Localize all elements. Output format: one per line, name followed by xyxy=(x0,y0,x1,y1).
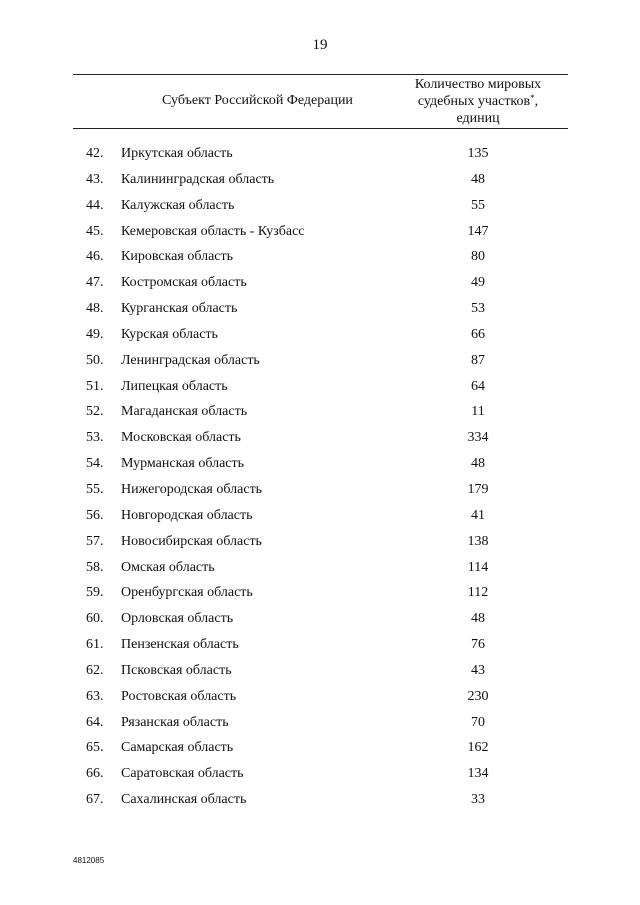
table-row xyxy=(0,661,640,687)
column-header-count-line2: судебных участков*, xyxy=(417,93,539,109)
court-count: 334 xyxy=(467,430,489,446)
row-number: 62. xyxy=(86,662,104,678)
region-name: Калининградская область xyxy=(121,171,275,187)
region-name: Магаданская область xyxy=(121,404,248,420)
court-count: 64 xyxy=(471,378,485,394)
table-row xyxy=(0,144,640,170)
region-name: Кемеровская область - Кузбасс xyxy=(121,223,305,239)
row-number: 54. xyxy=(86,456,104,472)
row-number: 51. xyxy=(86,378,104,394)
court-count: 66 xyxy=(471,326,485,342)
row-number: 43. xyxy=(86,171,104,187)
region-name: Иркутская область xyxy=(121,146,233,161)
row-number: 67. xyxy=(86,792,104,808)
column-header-subject: Субъект Российской Федерации xyxy=(162,93,353,108)
table-body xyxy=(0,144,640,816)
table-row xyxy=(0,377,640,403)
table-row xyxy=(0,480,640,506)
court-count: 179 xyxy=(467,481,489,497)
region-name: Новосибирская область xyxy=(121,533,262,549)
row-number: 44. xyxy=(86,197,104,213)
column-header-count-line2-text: судебных участков xyxy=(417,94,531,109)
table-row xyxy=(0,247,640,273)
table-header-rule xyxy=(73,128,568,129)
court-count: 55 xyxy=(471,197,485,213)
region-name: Сахалинская область xyxy=(121,792,247,808)
region-name: Самарская область xyxy=(121,740,234,756)
row-number: 61. xyxy=(86,637,104,653)
row-number: 46. xyxy=(86,249,104,265)
region-name: Пензенская область xyxy=(121,637,239,653)
court-count: 48 xyxy=(471,456,485,472)
court-count: 11 xyxy=(471,404,485,420)
row-number: 65. xyxy=(86,740,104,756)
row-number: 47. xyxy=(86,275,104,291)
row-number: 57. xyxy=(86,533,104,549)
table-row xyxy=(0,299,640,325)
table-row xyxy=(0,764,640,790)
court-count: 138 xyxy=(467,533,489,549)
table-row xyxy=(0,532,640,558)
row-number: 49. xyxy=(86,326,104,342)
row-number: 56. xyxy=(86,507,104,523)
court-count: 134 xyxy=(467,766,489,782)
column-header-count-line3: единиц xyxy=(456,111,500,126)
region-name: Ростовская область xyxy=(121,688,237,704)
column-header-count-line1: Количество мировых xyxy=(414,77,542,92)
table-row xyxy=(0,558,640,584)
court-count: 87 xyxy=(471,352,485,368)
region-name: Псковская область xyxy=(121,662,232,678)
row-number: 64. xyxy=(86,714,104,730)
footnote-mark: * xyxy=(530,93,535,103)
court-count: 33 xyxy=(471,792,485,808)
court-count: 135 xyxy=(467,146,489,161)
table-row xyxy=(0,428,640,454)
court-count: 112 xyxy=(467,585,489,601)
row-number: 59. xyxy=(86,585,104,601)
court-count: 53 xyxy=(471,301,485,317)
region-name: Рязанская область xyxy=(121,714,229,730)
row-number: 58. xyxy=(86,559,104,575)
region-name: Омская область xyxy=(121,559,215,575)
table-row xyxy=(0,635,640,661)
row-number: 63. xyxy=(86,688,104,704)
court-count: 76 xyxy=(471,637,485,653)
court-count: 114 xyxy=(467,559,489,575)
table-row xyxy=(0,713,640,739)
document-code: 4812085 xyxy=(73,856,105,865)
court-count: 49 xyxy=(471,275,485,291)
row-number: 50. xyxy=(86,352,104,368)
region-name: Калужская область xyxy=(121,197,235,213)
table-row xyxy=(0,583,640,609)
table-row xyxy=(0,402,640,428)
region-name: Саратовская область xyxy=(121,766,244,782)
court-count: 48 xyxy=(471,611,485,627)
region-name: Курганская область xyxy=(121,301,238,317)
region-name: Орловская область xyxy=(121,611,234,627)
court-count: 43 xyxy=(471,662,485,678)
row-number: 66. xyxy=(86,766,104,782)
row-number: 55. xyxy=(86,481,104,497)
table-row xyxy=(0,170,640,196)
table-row xyxy=(0,738,640,764)
court-count: 80 xyxy=(471,249,485,265)
court-count: 230 xyxy=(467,688,489,704)
region-name: Нижегородская область xyxy=(121,481,263,497)
region-name: Липецкая область xyxy=(121,378,228,394)
region-name: Курская область xyxy=(121,326,218,342)
court-count: 147 xyxy=(467,223,489,239)
region-name: Костромская область xyxy=(121,275,247,291)
court-count: 70 xyxy=(471,714,485,730)
page-number: 19 xyxy=(312,37,328,53)
table-row xyxy=(0,351,640,377)
table-row xyxy=(0,196,640,222)
table-row xyxy=(0,506,640,532)
region-name: Ленинградская область xyxy=(121,352,260,368)
table-row xyxy=(0,790,640,816)
row-number: 60. xyxy=(86,611,104,627)
table-row xyxy=(0,687,640,713)
region-name: Московская область xyxy=(121,430,241,446)
table-row xyxy=(0,609,640,635)
table-row xyxy=(0,222,640,248)
table-row xyxy=(0,273,640,299)
court-count: 48 xyxy=(471,171,485,187)
row-number: 52. xyxy=(86,404,104,420)
row-number: 45. xyxy=(86,223,104,239)
row-number: 48. xyxy=(86,301,104,317)
region-name: Новгородская область xyxy=(121,507,253,523)
row-number: 53. xyxy=(86,430,104,446)
region-name: Мурманская область xyxy=(121,456,245,472)
column-header-count xyxy=(388,76,568,127)
region-name: Кировская область xyxy=(121,249,234,265)
court-count: 41 xyxy=(471,507,485,523)
region-name: Оренбургская область xyxy=(121,585,253,601)
row-number: 42. xyxy=(86,146,104,161)
table-top-rule xyxy=(73,74,568,75)
table-row xyxy=(0,454,640,480)
table-row xyxy=(0,325,640,351)
court-count: 162 xyxy=(467,740,489,756)
